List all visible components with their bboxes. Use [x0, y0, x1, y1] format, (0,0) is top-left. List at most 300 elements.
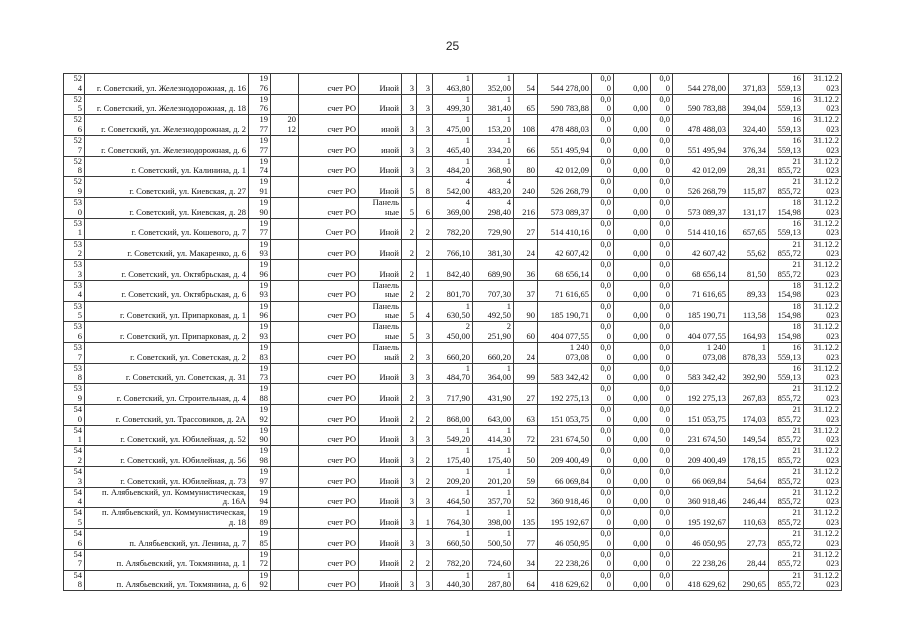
- cell-deadline: 31.12.2 023: [804, 177, 842, 198]
- cell-cost-owners: 583 342,42: [673, 363, 729, 384]
- cell-address: п. Алябьевский, ул. Токмянина, д. 1: [85, 549, 249, 570]
- cell-year-built: 19 76: [249, 94, 271, 115]
- cell-row-number: 53 0: [64, 198, 85, 219]
- cell-cost-source-b: 0,00: [614, 74, 651, 95]
- cell-floors: 3: [402, 74, 417, 95]
- data-table: [63, 73, 842, 591]
- cell-max-cost-per-sqm: 16 559,13: [769, 363, 804, 384]
- table-row: [64, 280, 842, 301]
- cell-entrances: 2: [417, 239, 433, 260]
- cell-cost-total: 404 077,55: [538, 322, 592, 343]
- cell-wall-material: Иной: [359, 570, 402, 591]
- cell-deadline: 31.12.2 023: [804, 467, 842, 488]
- cell-row-number: 54 3: [64, 467, 85, 488]
- cell-row-number: 52 9: [64, 177, 85, 198]
- cell-residents: 24: [514, 342, 538, 363]
- cell-cost-source-c: 0,0 0: [651, 218, 673, 239]
- cell-living-area: 707,30: [473, 280, 514, 301]
- cell-entrances: 3: [417, 487, 433, 508]
- cell-entrances: 2: [417, 446, 433, 467]
- cell-year-commissioned: [271, 301, 299, 322]
- cell-cost-source-b: 0,00: [614, 115, 651, 136]
- cell-floors: 2: [402, 280, 417, 301]
- cell-cost-source-b: 0,00: [614, 136, 651, 157]
- cell-cost-source-a: 0,0 0: [592, 363, 614, 384]
- table-row: [64, 363, 842, 384]
- cell-cost-total: 195 192,67: [538, 508, 592, 529]
- cell-year-built: 19 96: [249, 260, 271, 281]
- cell-deadline: 31.12.2 023: [804, 446, 842, 467]
- cell-residents: 80: [514, 156, 538, 177]
- cell-total-area: 1 549,20: [433, 425, 473, 446]
- cell-cost-source-c: 0,0 0: [651, 487, 673, 508]
- cell-cost-total: 231 674,50: [538, 425, 592, 446]
- cell-max-cost-per-sqm: 16 559,13: [769, 342, 804, 363]
- cell-year-commissioned: [271, 136, 299, 157]
- table-row: [64, 115, 842, 136]
- cell-cost-per-sqm: 164,93: [729, 322, 769, 343]
- cell-year-built: 19 85: [249, 529, 271, 550]
- cell-total-area: 782,20: [433, 549, 473, 570]
- cell-year-commissioned: [271, 467, 299, 488]
- cell-entrances: 2: [417, 218, 433, 239]
- cell-year-commissioned: [271, 342, 299, 363]
- cell-cost-source-b: 0,00: [614, 384, 651, 405]
- cell-entrances: 3: [417, 136, 433, 157]
- cell-address: г. Советский, ул. Юбилейная, д. 52: [85, 425, 249, 446]
- cell-fund-method: счет РО: [299, 74, 359, 95]
- cell-cost-per-sqm: 657,65: [729, 218, 769, 239]
- cell-cost-owners: 1 240 073,08: [673, 342, 729, 363]
- cell-max-cost-per-sqm: 16 559,13: [769, 136, 804, 157]
- cell-entrances: 2: [417, 280, 433, 301]
- cell-year-commissioned: [271, 405, 299, 426]
- cell-floors: 2: [402, 260, 417, 281]
- cell-year-commissioned: [271, 239, 299, 260]
- cell-cost-total: 209 400,49: [538, 446, 592, 467]
- cell-deadline: 31.12.2 023: [804, 549, 842, 570]
- cell-living-area: 2 251,90: [473, 322, 514, 343]
- cell-total-area: 868,00: [433, 405, 473, 426]
- cell-entrances: 3: [417, 342, 433, 363]
- cell-year-built: 19 77: [249, 136, 271, 157]
- cell-deadline: 31.12.2 023: [804, 342, 842, 363]
- cell-cost-owners: 66 069,84: [673, 467, 729, 488]
- cell-fund-method: счет РО: [299, 446, 359, 467]
- cell-cost-source-c: 0,0 0: [651, 467, 673, 488]
- cell-year-commissioned: [271, 74, 299, 95]
- cell-cost-source-a: 0,0 0: [592, 260, 614, 281]
- cell-residents: 24: [514, 239, 538, 260]
- cell-living-area: 1 364,00: [473, 363, 514, 384]
- cell-floors: 2: [402, 549, 417, 570]
- cell-total-area: 1 484,70: [433, 363, 473, 384]
- cell-address: п. Алябьевский, ул. Ленина, д. 7: [85, 529, 249, 550]
- cell-year-built: 19 83: [249, 342, 271, 363]
- cell-deadline: 31.12.2 023: [804, 508, 842, 529]
- cell-total-area: 2 450,00: [433, 322, 473, 343]
- cell-cost-owners: 42 607,42: [673, 239, 729, 260]
- cell-cost-total: 42 012,09: [538, 156, 592, 177]
- cell-wall-material: иной: [359, 136, 402, 157]
- cell-year-built: 19 72: [249, 549, 271, 570]
- cell-floors: 3: [402, 467, 417, 488]
- cell-wall-material: Иной: [359, 239, 402, 260]
- cell-cost-owners: 231 674,50: [673, 425, 729, 446]
- cell-max-cost-per-sqm: 21 855,72: [769, 487, 804, 508]
- cell-cost-per-sqm: 376,34: [729, 136, 769, 157]
- cell-deadline: 31.12.2 023: [804, 301, 842, 322]
- cell-cost-source-a: 0,0 0: [592, 94, 614, 115]
- cell-max-cost-per-sqm: 21 855,72: [769, 384, 804, 405]
- cell-cost-source-a: 0,0 0: [592, 115, 614, 136]
- cell-cost-source-c: 0,0 0: [651, 322, 673, 343]
- cell-max-cost-per-sqm: 16 559,13: [769, 94, 804, 115]
- cell-cost-source-a: 0,0 0: [592, 570, 614, 591]
- cell-cost-per-sqm: 392,90: [729, 363, 769, 384]
- cell-deadline: 31.12.2 023: [804, 260, 842, 281]
- cell-row-number: 53 8: [64, 363, 85, 384]
- cell-cost-source-a: 0,0 0: [592, 280, 614, 301]
- cell-deadline: 31.12.2 023: [804, 322, 842, 343]
- cell-cost-total: 46 050,95: [538, 529, 592, 550]
- cell-wall-material: Иной: [359, 384, 402, 405]
- cell-living-area: 689,90: [473, 260, 514, 281]
- cell-row-number: 53 5: [64, 301, 85, 322]
- cell-max-cost-per-sqm: 21 855,72: [769, 425, 804, 446]
- cell-cost-total: 583 342,42: [538, 363, 592, 384]
- cell-fund-method: счет РО: [299, 301, 359, 322]
- cell-year-commissioned: 20 12: [271, 115, 299, 136]
- cell-total-area: 801,70: [433, 280, 473, 301]
- table-row: [64, 136, 842, 157]
- cell-entrances: 8: [417, 177, 433, 198]
- cell-wall-material: Иной: [359, 508, 402, 529]
- cell-row-number: 53 3: [64, 260, 85, 281]
- cell-wall-material: Иной: [359, 425, 402, 446]
- cell-cost-source-a: 0,0 0: [592, 529, 614, 550]
- cell-residents: 37: [514, 280, 538, 301]
- cell-total-area: 1 475,00: [433, 115, 473, 136]
- cell-cost-total: 68 656,14: [538, 260, 592, 281]
- cell-entrances: 3: [417, 322, 433, 343]
- cell-living-area: 1 153,20: [473, 115, 514, 136]
- cell-cost-source-c: 0,0 0: [651, 342, 673, 363]
- cell-cost-total: 418 629,62: [538, 570, 592, 591]
- cell-year-built: 19 76: [249, 74, 271, 95]
- cell-fund-method: счет РО: [299, 384, 359, 405]
- cell-floors: 3: [402, 487, 417, 508]
- cell-fund-method: счет РО: [299, 136, 359, 157]
- cell-living-area: 1 368,90: [473, 156, 514, 177]
- cell-entrances: 3: [417, 94, 433, 115]
- cell-deadline: 31.12.2 023: [804, 487, 842, 508]
- page-number: 25: [445, 39, 460, 53]
- cell-residents: 77: [514, 529, 538, 550]
- cell-cost-source-a: 0,0 0: [592, 549, 614, 570]
- cell-cost-source-c: 0,0 0: [651, 549, 673, 570]
- cell-floors: 2: [402, 342, 417, 363]
- cell-wall-material: Панель ный: [359, 342, 402, 363]
- cell-residents: 66: [514, 136, 538, 157]
- cell-max-cost-per-sqm: 21 855,72: [769, 549, 804, 570]
- cell-living-area: 381,30: [473, 239, 514, 260]
- cell-row-number: 53 4: [64, 280, 85, 301]
- cell-cost-source-c: 0,0 0: [651, 425, 673, 446]
- cell-floors: 3: [402, 529, 417, 550]
- cell-total-area: 4 542,00: [433, 177, 473, 198]
- cell-residents: 36: [514, 260, 538, 281]
- cell-year-commissioned: [271, 446, 299, 467]
- cell-cost-source-a: 0,0 0: [592, 218, 614, 239]
- cell-entrances: 3: [417, 529, 433, 550]
- cell-entrances: 3: [417, 384, 433, 405]
- cell-row-number: 52 4: [64, 74, 85, 95]
- cell-year-commissioned: [271, 177, 299, 198]
- cell-deadline: 31.12.2 023: [804, 136, 842, 157]
- cell-row-number: 54 2: [64, 446, 85, 467]
- cell-year-built: 19 93: [249, 322, 271, 343]
- cell-floors: 3: [402, 508, 417, 529]
- cell-fund-method: счет РО: [299, 322, 359, 343]
- cell-living-area: 660,20: [473, 342, 514, 363]
- cell-row-number: 53 6: [64, 322, 85, 343]
- cell-cost-source-c: 0,0 0: [651, 301, 673, 322]
- cell-row-number: 53 2: [64, 239, 85, 260]
- cell-year-built: 19 77: [249, 115, 271, 136]
- cell-cost-per-sqm: 131,17: [729, 198, 769, 219]
- cell-address: г. Советский, ул. Октябрьская, д. 4: [85, 260, 249, 281]
- cell-year-commissioned: [271, 363, 299, 384]
- cell-cost-per-sqm: 55,62: [729, 239, 769, 260]
- cell-cost-owners: 360 918,46: [673, 487, 729, 508]
- table-row: [64, 239, 842, 260]
- cell-cost-per-sqm: 28,44: [729, 549, 769, 570]
- cell-residents: 27: [514, 384, 538, 405]
- cell-living-area: 431,90: [473, 384, 514, 405]
- cell-row-number: 52 5: [64, 94, 85, 115]
- cell-entrances: 3: [417, 156, 433, 177]
- cell-year-built: 19 92: [249, 570, 271, 591]
- cell-fund-method: счет РО: [299, 570, 359, 591]
- cell-floors: 2: [402, 218, 417, 239]
- table-row: [64, 405, 842, 426]
- cell-max-cost-per-sqm: 21 855,72: [769, 405, 804, 426]
- cell-cost-source-b: 0,00: [614, 198, 651, 219]
- cell-cost-owners: 192 275,13: [673, 384, 729, 405]
- cell-cost-total: 573 089,37: [538, 198, 592, 219]
- cell-floors: 3: [402, 446, 417, 467]
- cell-cost-owners: 185 190,71: [673, 301, 729, 322]
- cell-year-built: 19 93: [249, 239, 271, 260]
- cell-year-commissioned: [271, 508, 299, 529]
- cell-cost-source-b: 0,00: [614, 529, 651, 550]
- cell-fund-method: счет РО: [299, 467, 359, 488]
- cell-cost-owners: 22 238,26: [673, 549, 729, 570]
- cell-fund-method: счет РО: [299, 239, 359, 260]
- cell-cost-owners: 544 278,00: [673, 74, 729, 95]
- cell-cost-total: 1 240 073,08: [538, 342, 592, 363]
- cell-wall-material: Иной: [359, 487, 402, 508]
- cell-deadline: 31.12.2 023: [804, 384, 842, 405]
- cell-cost-per-sqm: 324,40: [729, 115, 769, 136]
- cell-cost-source-a: 0,0 0: [592, 177, 614, 198]
- cell-max-cost-per-sqm: 21 855,72: [769, 508, 804, 529]
- cell-residents: 54: [514, 74, 538, 95]
- cell-entrances: 6: [417, 198, 433, 219]
- cell-living-area: 1 500,50: [473, 529, 514, 550]
- cell-address: г. Советский, ул. Октябрьская, д. 6: [85, 280, 249, 301]
- cell-living-area: 643,00: [473, 405, 514, 426]
- cell-max-cost-per-sqm: 21 855,72: [769, 260, 804, 281]
- cell-living-area: 4 483,20: [473, 177, 514, 198]
- cell-fund-method: Счет РО: [299, 218, 359, 239]
- cell-row-number: 52 6: [64, 115, 85, 136]
- cell-living-area: 1 175,40: [473, 446, 514, 467]
- cell-cost-total: 66 069,84: [538, 467, 592, 488]
- cell-year-commissioned: [271, 549, 299, 570]
- cell-total-area: 1 499,30: [433, 94, 473, 115]
- cell-living-area: 729,90: [473, 218, 514, 239]
- cell-cost-total: 22 238,26: [538, 549, 592, 570]
- cell-row-number: 54 6: [64, 529, 85, 550]
- cell-year-built: 19 73: [249, 363, 271, 384]
- cell-cost-owners: 551 495,94: [673, 136, 729, 157]
- cell-residents: 108: [514, 115, 538, 136]
- cell-fund-method: счет РО: [299, 94, 359, 115]
- cell-row-number: 54 8: [64, 570, 85, 591]
- cell-max-cost-per-sqm: 16 559,13: [769, 218, 804, 239]
- cell-wall-material: Иной: [359, 363, 402, 384]
- cell-total-area: 1 440,30: [433, 570, 473, 591]
- cell-year-built: 19 74: [249, 156, 271, 177]
- cell-address: г. Советский, ул. Припарковая, д. 2: [85, 322, 249, 343]
- cell-living-area: 1 357,70: [473, 487, 514, 508]
- cell-wall-material: Иной: [359, 467, 402, 488]
- cell-floors: 3: [402, 94, 417, 115]
- cell-year-commissioned: [271, 218, 299, 239]
- cell-fund-method: счет РО: [299, 198, 359, 219]
- cell-cost-owners: 514 410,16: [673, 218, 729, 239]
- cell-address: г. Советский, ул. Юбилейная, д. 73: [85, 467, 249, 488]
- cell-cost-source-b: 0,00: [614, 405, 651, 426]
- cell-living-area: 1 352,00: [473, 74, 514, 95]
- cell-cost-total: 478 488,03: [538, 115, 592, 136]
- cell-entrances: 3: [417, 570, 433, 591]
- cell-cost-total: 185 190,71: [538, 301, 592, 322]
- cell-cost-total: 192 275,13: [538, 384, 592, 405]
- cell-year-built: 19 96: [249, 301, 271, 322]
- cell-deadline: 31.12.2 023: [804, 239, 842, 260]
- table-row: [64, 467, 842, 488]
- cell-residents: 64: [514, 570, 538, 591]
- cell-cost-per-sqm: 54,64: [729, 467, 769, 488]
- cell-cost-total: 526 268,79: [538, 177, 592, 198]
- cell-max-cost-per-sqm: 21 855,72: [769, 156, 804, 177]
- cell-cost-total: 544 278,00: [538, 74, 592, 95]
- cell-cost-owners: 151 053,75: [673, 405, 729, 426]
- cell-living-area: 1 201,20: [473, 467, 514, 488]
- cell-max-cost-per-sqm: 21 855,72: [769, 570, 804, 591]
- cell-total-area: 1 209,20: [433, 467, 473, 488]
- cell-cost-source-a: 0,0 0: [592, 301, 614, 322]
- table-row: [64, 549, 842, 570]
- cell-cost-source-c: 0,0 0: [651, 177, 673, 198]
- cell-max-cost-per-sqm: 21 855,72: [769, 177, 804, 198]
- table-row: [64, 301, 842, 322]
- cell-living-area: 1 287,80: [473, 570, 514, 591]
- cell-address: г. Советский, ул. Киевская, д. 28: [85, 198, 249, 219]
- cell-fund-method: счет РО: [299, 529, 359, 550]
- cell-year-built: 19 92: [249, 405, 271, 426]
- cell-floors: 3: [402, 570, 417, 591]
- cell-row-number: 53 7: [64, 342, 85, 363]
- cell-cost-source-c: 0,0 0: [651, 239, 673, 260]
- cell-cost-per-sqm: 290,65: [729, 570, 769, 591]
- cell-cost-per-sqm: 110,63: [729, 508, 769, 529]
- cell-cost-owners: 404 077,55: [673, 322, 729, 343]
- cell-cost-total: 360 918,46: [538, 487, 592, 508]
- table-row: [64, 508, 842, 529]
- cell-fund-method: счет РО: [299, 342, 359, 363]
- cell-max-cost-per-sqm: 21 855,72: [769, 446, 804, 467]
- cell-deadline: 31.12.2 023: [804, 570, 842, 591]
- table-row: [64, 570, 842, 591]
- cell-cost-per-sqm: 267,83: [729, 384, 769, 405]
- table-row: [64, 198, 842, 219]
- cell-cost-owners: 209 400,49: [673, 446, 729, 467]
- cell-residents: 99: [514, 363, 538, 384]
- cell-cost-source-a: 0,0 0: [592, 487, 614, 508]
- cell-entrances: 2: [417, 405, 433, 426]
- cell-residents: 27: [514, 218, 538, 239]
- cell-cost-source-c: 0,0 0: [651, 260, 673, 281]
- cell-entrances: 3: [417, 115, 433, 136]
- cell-floors: 3: [402, 425, 417, 446]
- cell-cost-per-sqm: 246,44: [729, 487, 769, 508]
- cell-cost-source-c: 0,0 0: [651, 115, 673, 136]
- cell-wall-material: Иной: [359, 260, 402, 281]
- cell-year-commissioned: [271, 384, 299, 405]
- cell-residents: 72: [514, 425, 538, 446]
- cell-year-commissioned: [271, 260, 299, 281]
- cell-floors: 2: [402, 384, 417, 405]
- cell-living-area: 1 398,00: [473, 508, 514, 529]
- cell-cost-total: 71 616,65: [538, 280, 592, 301]
- cell-entrances: 2: [417, 549, 433, 570]
- cell-cost-source-c: 0,0 0: [651, 529, 673, 550]
- cell-total-area: 1 484,20: [433, 156, 473, 177]
- cell-cost-total: 151 053,75: [538, 405, 592, 426]
- cell-year-commissioned: [271, 322, 299, 343]
- cell-cost-owners: 590 783,88: [673, 94, 729, 115]
- cell-address: г. Советский, ул. Советская, д. 2: [85, 342, 249, 363]
- cell-row-number: 52 8: [64, 156, 85, 177]
- cell-fund-method: счет РО: [299, 363, 359, 384]
- cell-row-number: 54 4: [64, 487, 85, 508]
- cell-cost-source-b: 0,00: [614, 322, 651, 343]
- cell-residents: 90: [514, 301, 538, 322]
- cell-entrances: 3: [417, 425, 433, 446]
- cell-cost-per-sqm: 89,33: [729, 280, 769, 301]
- cell-living-area: 724,60: [473, 549, 514, 570]
- table-row: [64, 446, 842, 467]
- cell-cost-source-a: 0,0 0: [592, 446, 614, 467]
- cell-fund-method: счет РО: [299, 508, 359, 529]
- cell-max-cost-per-sqm: 21 855,72: [769, 467, 804, 488]
- cell-wall-material: иной: [359, 115, 402, 136]
- cell-cost-source-a: 0,0 0: [592, 467, 614, 488]
